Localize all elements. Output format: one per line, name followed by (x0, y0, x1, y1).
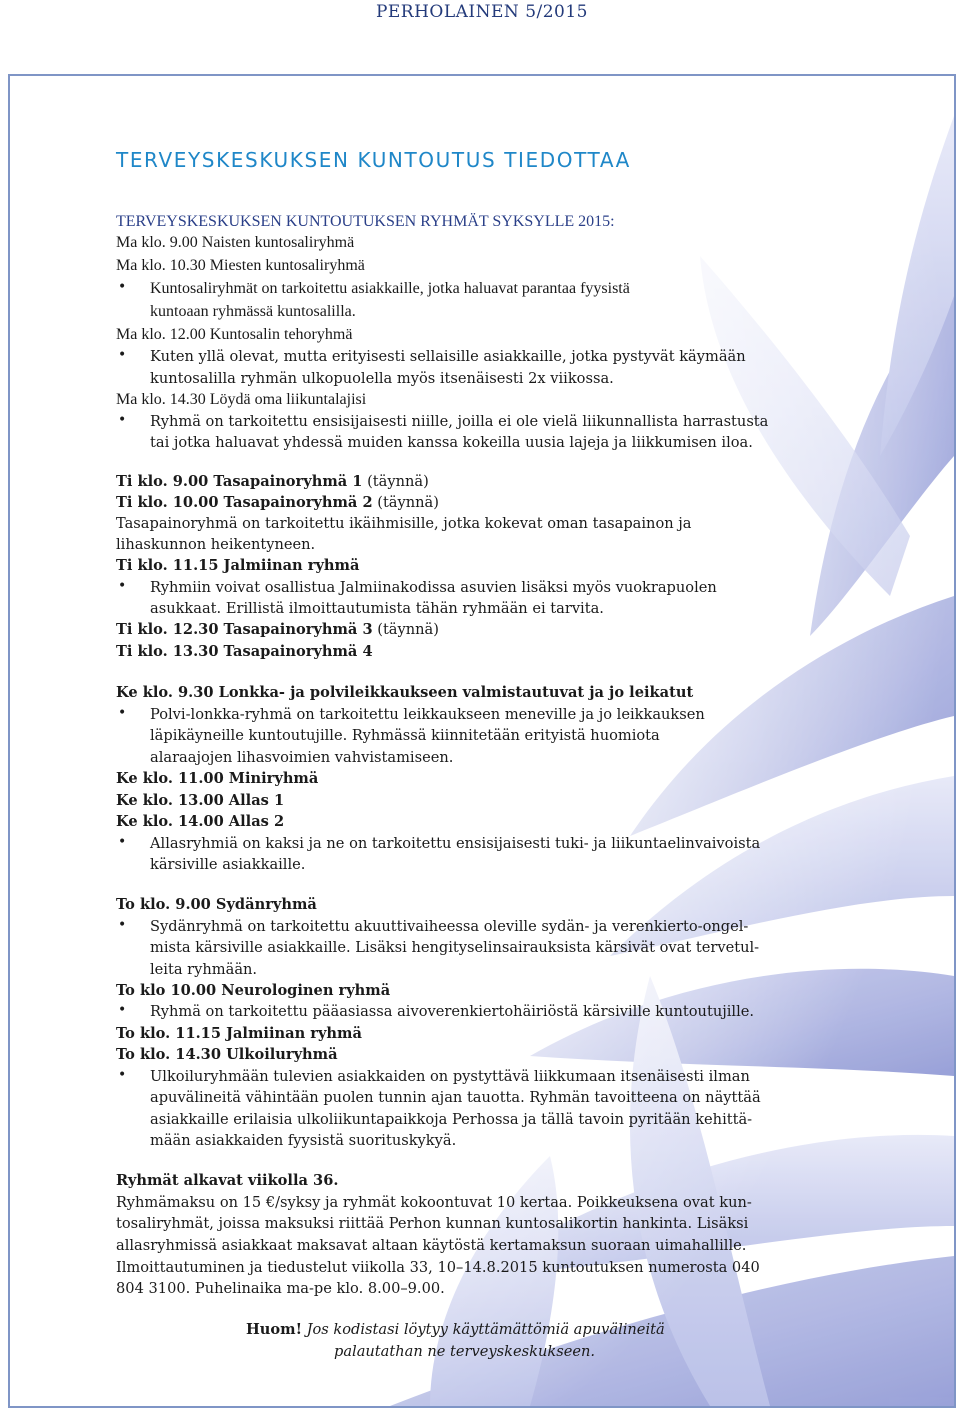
description-line: Sydänryhmä on tarkoitettu akuuttivaiheessa oleville sydän- ja verenkierto-ongel- (150, 918, 749, 935)
description-line: leita ryhmään. (150, 961, 258, 978)
bullet-icon: • (118, 578, 127, 594)
description-line: läpikäyneille kuntoutujille. Ryhmässä kiinnitetään erityistä huomiota (150, 727, 660, 744)
description-line: Polvi-lonkka-ryhmä on tarkoitettu leikkaukseen meneville ja jo leikkauksen (150, 706, 705, 723)
schedule-line: Ti klo. 10.00 Tasapainoryhmä 2 (täynnä) (116, 494, 439, 511)
schedule-heading: TERVEYSKESKUKSEN KUNTOUTUKSEN RYHMÄT SYKSYLLE 2015: (116, 213, 615, 230)
bullet-icon: • (118, 1067, 127, 1083)
bullet-icon: • (118, 279, 127, 295)
description-line: apuvälineitä vähintään puolen tunnin ajan tauotta. Ryhmän tavoitteena on näyttää (150, 1089, 761, 1106)
page-header: PERHOLAINEN 5/2015 (375, 2, 588, 22)
schedule-line: Ke klo. 9.30 Lonkka- ja polvileikkaukseen valmistautuvat ja jo leikatut (116, 684, 694, 701)
bullet-icon: • (118, 917, 127, 933)
schedule-line: To klo. 14.30 Ulkoiluryhmä (116, 1046, 338, 1063)
description-line: Kuntosaliryhmät on tarkoitettu asiakkaille, jotka haluavat parantaa fyysistä (150, 280, 630, 297)
bullet-icon: • (118, 347, 127, 363)
bullet-icon: • (118, 834, 127, 850)
info-line: allasryhmissä asiakkaat maksavat altaan käytöstä kertamaksun suoraan uimahallille. (116, 1237, 747, 1254)
description-line: kärsiville asiakkaille. (150, 856, 306, 873)
schedule-line: Ti klo. 9.00 Tasapainoryhmä 1 (täynnä) (116, 473, 429, 490)
schedule-line: Ke klo. 13.00 Allas 1 (116, 792, 285, 809)
description-line: Ryhmiin voivat osallistua Jalmiinakodissa asuvien lisäksi myös vuokrapuolen (150, 579, 717, 596)
info-line: Ilmoittautuminen ja tiedustelut viikolla 33, 10–14.8.2015 kuntoutuksen numerosta 040 (116, 1259, 760, 1276)
schedule-line: Ti klo. 11.15 Jalmiinan ryhmä (116, 557, 360, 574)
description-line: mään asiakkaiden fyysistä suorituskykyä. (150, 1132, 457, 1149)
start-week-line: Ryhmät alkavat viikolla 36. (116, 1172, 339, 1189)
description-line: Kuten yllä olevat, mutta erityisesti sellaisille asiakkaille, jotka pystyvät käymään (150, 348, 746, 365)
note-line: Huom! Jos kodistasi löytyy käyttämättömiä apuvälineitä (246, 1321, 665, 1338)
description-line: asukkaat. Erillistä ilmoittautumista tähän ryhmään ei tarvita. (150, 600, 604, 617)
schedule-line: Ti klo. 13.30 Tasapainoryhmä 4 (116, 643, 373, 660)
schedule-line: To klo. 9.00 Sydänryhmä (116, 896, 317, 913)
info-line: 804 3100. Puhelinaika ma-pe klo. 8.00–9.00. (116, 1280, 445, 1297)
schedule-line: Ma klo. 12.00 Kuntosalin tehoryhmä (116, 326, 353, 343)
description-line: alaraajojen lihasvoimien vahvistamiseen. (150, 749, 454, 766)
bullet-icon: • (118, 412, 127, 428)
note-line: palautathan ne terveyskeskukseen. (334, 1343, 595, 1360)
description-line: tai jotka haluavat yhdessä muiden kanssa kokeilla uusia lajeja ja liikkumisen iloa. (150, 434, 753, 451)
schedule-line: Ma klo. 14.30 Löydä oma liikuntalajisi (116, 391, 367, 408)
schedule-line: To klo 10.00 Neurologinen ryhmä (116, 982, 391, 999)
description-line: Ryhmä on tarkoitettu pääasiassa aivoverenkiertohäiriöstä kärsiville kuntoutujille. (150, 1003, 755, 1020)
description-line: Ryhmä on tarkoitettu ensisijaisesti niille, joilla ei ole vielä liikunnallista harrastusta (150, 413, 769, 430)
description-line: Tasapainoryhmä on tarkoitettu ikäihmisille, jotka kokevat oman tasapainon ja (116, 515, 692, 532)
description-line: kuntosalilla ryhmän ulkopuolella myös itsenäisesti 2x viikossa. (150, 370, 614, 387)
info-line: tosaliryhmät, joissa maksuksi riittää Perhon kunnan kuntosalikortin hankinta. Lisäksi (116, 1215, 749, 1232)
bullet-icon: • (118, 705, 127, 721)
description-line: kuntoaan ryhmässä kuntosalilla. (150, 303, 356, 320)
schedule-line: Ke klo. 11.00 Miniryhmä (116, 770, 319, 787)
schedule-line: Ti klo. 12.30 Tasapainoryhmä 3 (täynnä) (116, 621, 439, 638)
notice-title: TERVEYSKESKUKSEN KUNTOUTUS TIEDOTTAA (116, 148, 631, 172)
schedule-line: Ma klo. 9.00 Naisten kuntosaliryhmä (116, 234, 355, 251)
schedule-line: Ma klo. 10.30 Miesten kuntosaliryhmä (116, 257, 365, 274)
description-line: Allasryhmiä on kaksi ja ne on tarkoitettu ensisijaisesti tuki- ja liikuntaelinvaivoista (150, 835, 761, 852)
schedule-line: To klo. 11.15 Jalmiinan ryhmä (116, 1025, 362, 1042)
bullet-icon: • (118, 1002, 127, 1018)
description-line: lihaskunnon heikentyneen. (116, 536, 316, 553)
description-line: asiakkaille erilaisia ulkoliikuntapaikkoja Perhossa ja tällä tavoin pyritään kehittä- (150, 1111, 753, 1128)
note-label: Huom! (246, 1321, 302, 1338)
description-line: Ulkoiluryhmään tulevien asiakkaiden on pystyttävä liikkumaan itsenäisesti ilman (150, 1068, 750, 1085)
info-line: Ryhmämaksu on 15 €/syksy ja ryhmät kokoontuvat 10 kertaa. Poikkeuksena ovat kun- (116, 1194, 752, 1211)
description-line: mista kärsiville asiakkaille. Lisäksi hengityselinsairauksista kärsivät ovat tervetul- (150, 939, 760, 956)
notice-frame (8, 74, 956, 1408)
schedule-line: Ke klo. 14.00 Allas 2 (116, 813, 285, 830)
